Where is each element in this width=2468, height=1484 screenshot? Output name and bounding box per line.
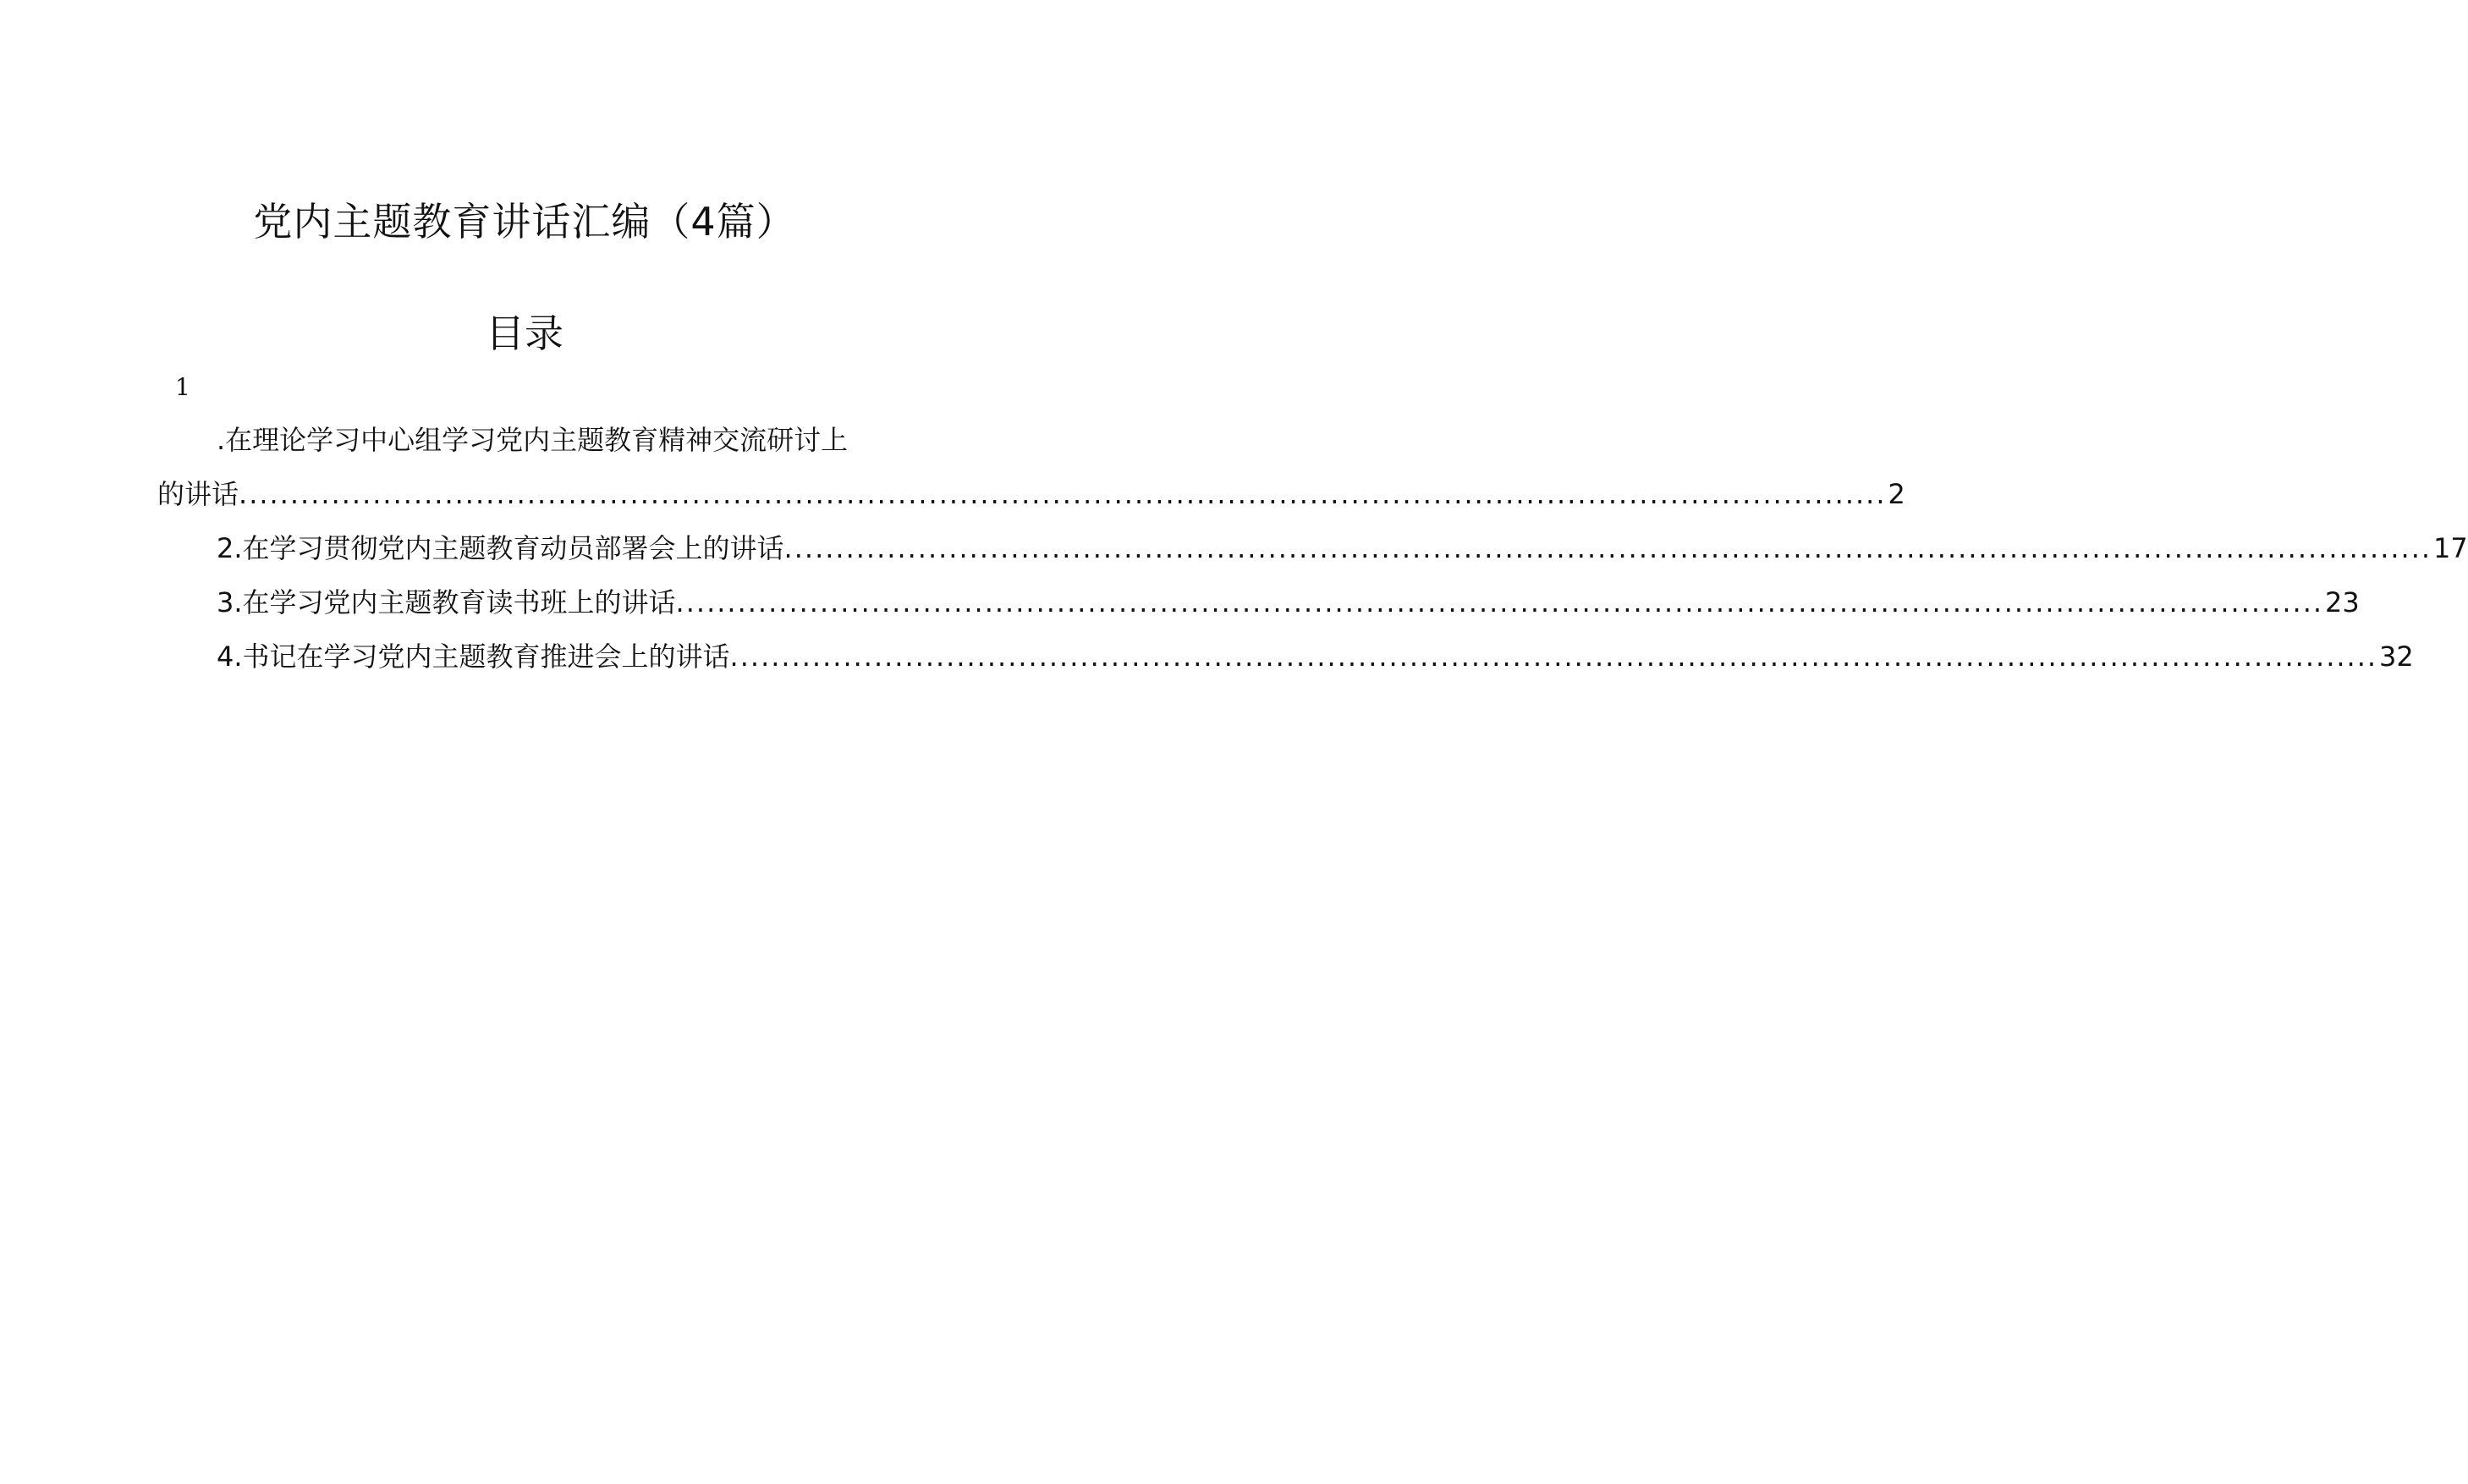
toc-entry-2-leader: ................................................................................................................................................................ <box>783 532 2432 564</box>
toc-entry-3-text: 3.在学习党内主题教育读书班上的讲话 <box>217 586 676 618</box>
toc-entry-2[interactable] <box>217 531 2468 565</box>
toc-entry-3[interactable] <box>217 585 2360 619</box>
toc-entry-4[interactable] <box>217 640 2414 673</box>
toc-entry-2-text: 2.在学习贯彻党内主题教育动员部署会上的讲话 <box>217 532 784 564</box>
toc-entry-1-leader: ................................................................................................................................................................ <box>239 478 1887 510</box>
toc-heading: 目录 <box>486 311 563 356</box>
toc-entry-1-page: 2 <box>1888 478 1905 510</box>
toc-entry-1-text-cont: 的讲话 <box>157 478 239 510</box>
toc-entry-4-text: 4.书记在学习党内主题教育推进会上的讲话 <box>217 640 730 673</box>
stray-list-number: 1 <box>175 373 190 401</box>
toc-entry-4-leader: ................................................................................................................................................................ <box>729 640 2378 673</box>
toc-entry-3-leader: ................................................................................................................................................................ <box>675 586 2324 618</box>
toc-entry-4-page: 32 <box>2379 640 2414 673</box>
document-title: 党内主题教育讲话汇编（4篇） <box>253 199 796 245</box>
toc-entry-2-page: 17 <box>2433 532 2468 564</box>
toc-entry-1-line-1[interactable] <box>217 423 890 457</box>
toc-entry-1-line-2[interactable] <box>157 477 1905 511</box>
toc-entry-3-page: 23 <box>2325 586 2360 618</box>
toc-entry-1-text: .在理论学习中心组学习党内主题教育精神交流研讨上 <box>217 424 849 456</box>
